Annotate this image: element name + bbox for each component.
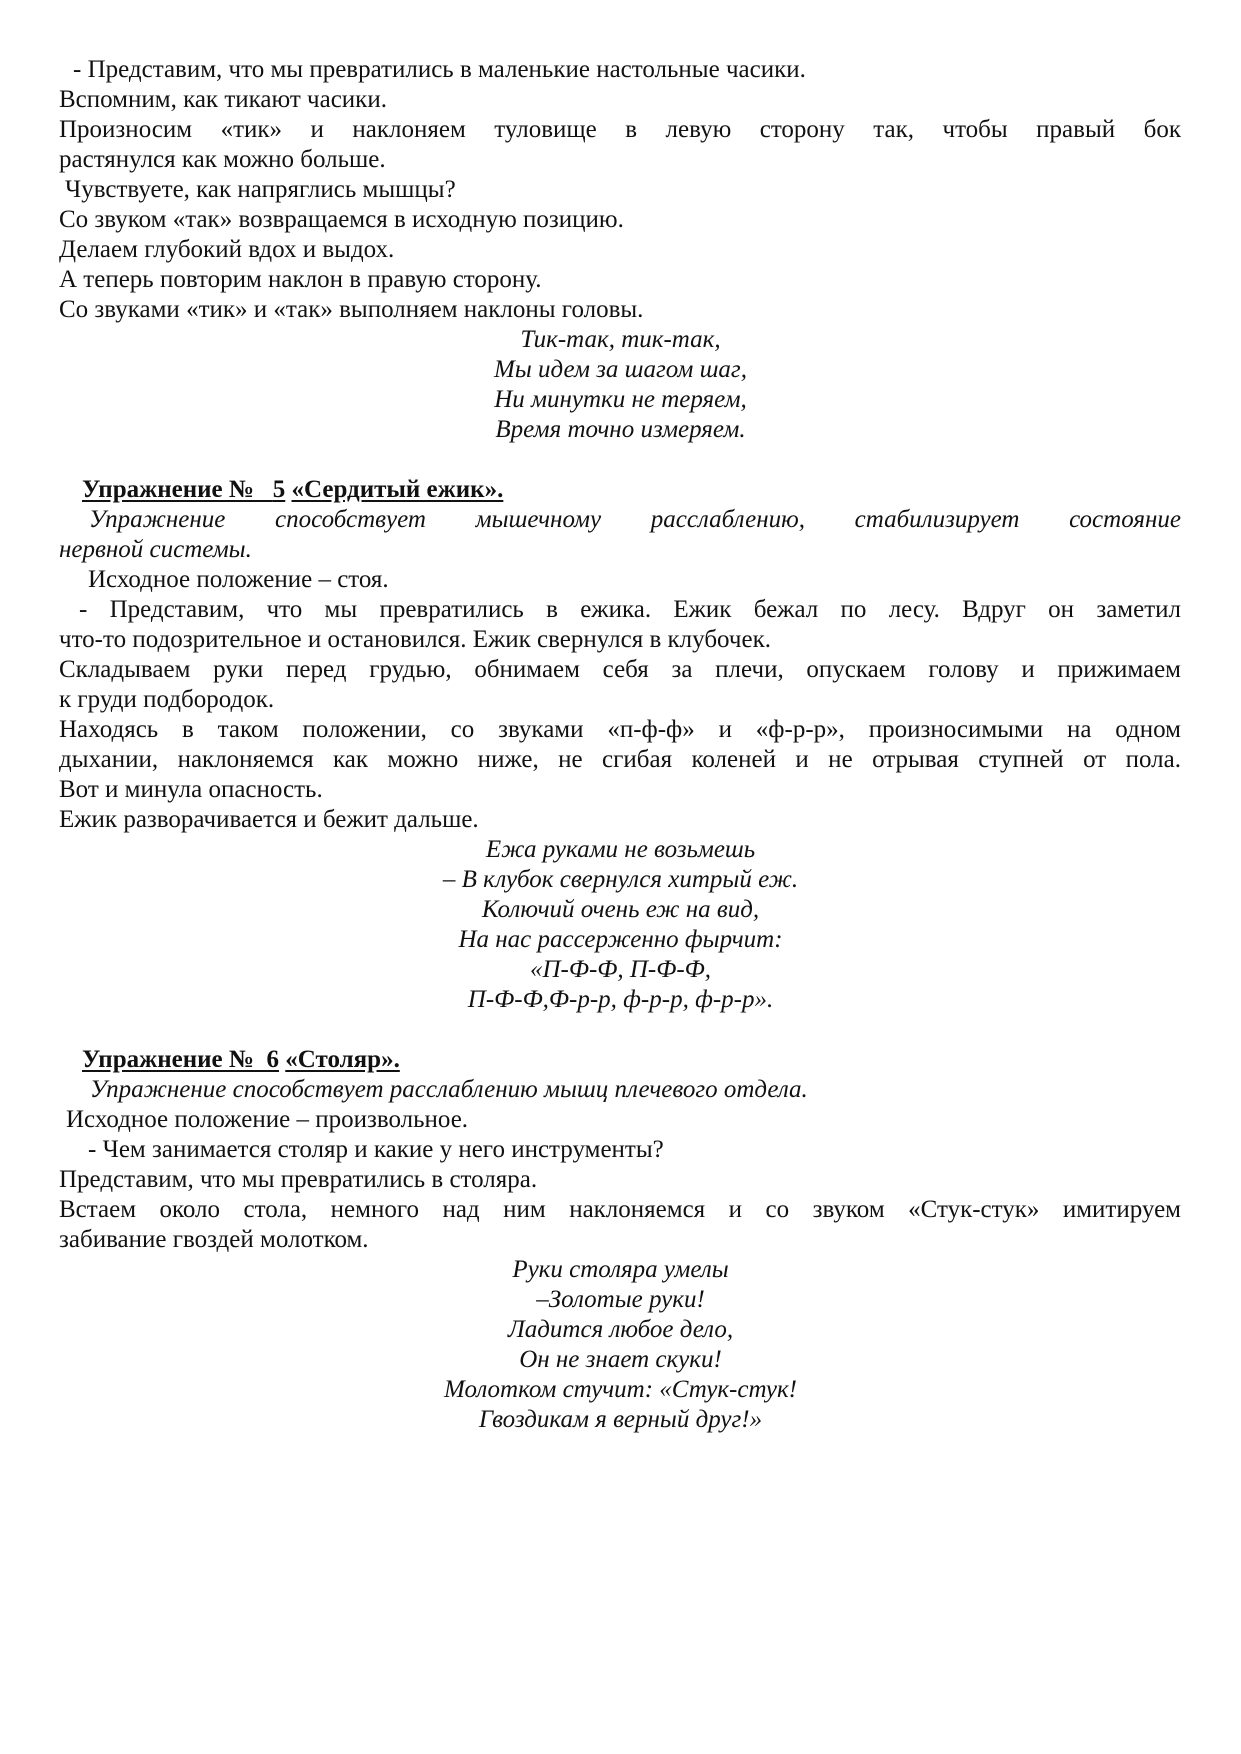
exercise6-intro-line-1: Упражнение способствует расслаблению мышц плечевого отдела. [90,1076,808,1103]
exercise5-intro-line-1: Упражнение способствует мышечному расслаблению, стабилизирует состояние [89,506,1181,533]
clock-line-3: Произносим «тик» и наклоняем туловище в левую сторону так, чтобы правый бок [59,116,1181,143]
exercise5-line-2: - Представим, что мы превратились в ежика. Ежик бежал по лесу. Вдруг он заметил [79,596,1181,623]
exercise5-poem-line-6: П-Ф-Ф,Ф-р-р, ф-р-р, ф-р-р». [467,986,774,1013]
exercise5-line-3: что-то подозрительное и остановился. Ежик свернулся в клубочек. [59,626,771,653]
exercise5-heading [82,475,503,505]
clock-poem-line-3: Ни минутки не теряем, [494,386,747,413]
exercise5-line-6: Находясь в таком положении, со звуками «п-ф-ф» и «ф-р-р», произносимыми на одном [59,716,1181,743]
clock-line-4: растянулся как можно больше. [59,146,386,173]
clock-poem-line-1: Тик-так, тик-так, [520,326,721,353]
exercise6-poem-line-1: Руки столяра умелы [512,1256,729,1283]
exercise5-heading-title: «Сердитый ежик». [291,476,504,503]
exercise6-heading-title: «Столяр». [285,1046,400,1073]
exercise6-line-3: Представим, что мы превратились в столяра. [59,1166,538,1193]
exercise6-poem-line-2: –Золотые руки! [536,1286,705,1313]
clock-line-6: Со звуком «так» возвращаемся в исходную позицию. [59,206,624,233]
exercise6-line-2: - Чем занимается столяр и какие у него инструменты? [88,1136,664,1163]
clock-line-8: А теперь повторим наклон в правую сторону. [59,266,542,293]
exercise6-line-5: забивание гвоздей молотком. [59,1226,369,1253]
exercise5-poem-line-3: Колючий очень еж на вид, [481,896,760,923]
exercise5-poem-line-1: Ежа руками не возьмешь [485,836,756,863]
exercise5-poem-line-4: На нас рассерженно фырчит: [458,926,783,953]
exercise5-poem-line-2: – В клубок свернулся хитрый еж. [442,866,799,893]
exercise5-line-9: Ежик разворачивается и бежит дальше. [59,806,479,833]
exercise6-line-4: Встаем около стола, немного над ним наклоняемся и со звуком «Стук-стук» имитируем [59,1196,1181,1223]
exercise5-line-5: к груди подбородок. [59,686,275,713]
exercise6-poem-line-4: Он не знает скуки! [519,1346,722,1373]
clock-poem-line-4: Время точно измеряем. [495,416,746,443]
exercise5-line-4: Складываем руки перед грудью, обнимаем себя за плечи, опускаем голову и прижимаем [59,656,1181,683]
exercise5-line-1: Исходное положение – стоя. [88,566,389,593]
exercise5-heading-prefix: Упражнение № [82,476,255,503]
clock-line-5: Чувствуете, как напряглись мышцы? [65,176,456,203]
exercise5-line-8: Вот и минула опасность. [59,776,323,803]
exercise6-poem-line-5: Молотком стучит: «Стук-стук! [443,1376,797,1403]
exercise6-poem-line-3: Ладится любое дело, [507,1316,734,1343]
exercise6-poem-line-6: Гвоздикам я верный друг!» [478,1406,763,1433]
exercise6-heading-number: 6 [266,1046,280,1073]
clock-line-1: - Представим, что мы превратились в маленькие настольные часики. [73,56,806,83]
clock-poem-line-2: Мы идем за шагом шаг, [494,356,747,383]
exercise6-heading [82,1045,400,1075]
clock-line-2: Вспомним, как тикают часики. [59,86,387,113]
exercise5-intro-line-2: нервной системы. [59,536,252,563]
exercise5-poem-line-5: «П-Ф-Ф, П-Ф-Ф, [529,956,712,983]
exercise6-heading-prefix: Упражнение № [82,1046,255,1073]
clock-line-9: Со звуками «тик» и «так» выполняем наклоны головы. [59,296,644,323]
exercise6-line-1: Исходное положение – произвольное. [66,1106,469,1133]
clock-line-7: Делаем глубокий вдох и выдох. [59,236,395,263]
exercise5-heading-number: 5 [272,476,286,503]
exercise5-line-7: дыхании, наклоняемся как можно ниже, не сгибая коленей и не отрывая ступней от пола. [59,746,1181,773]
